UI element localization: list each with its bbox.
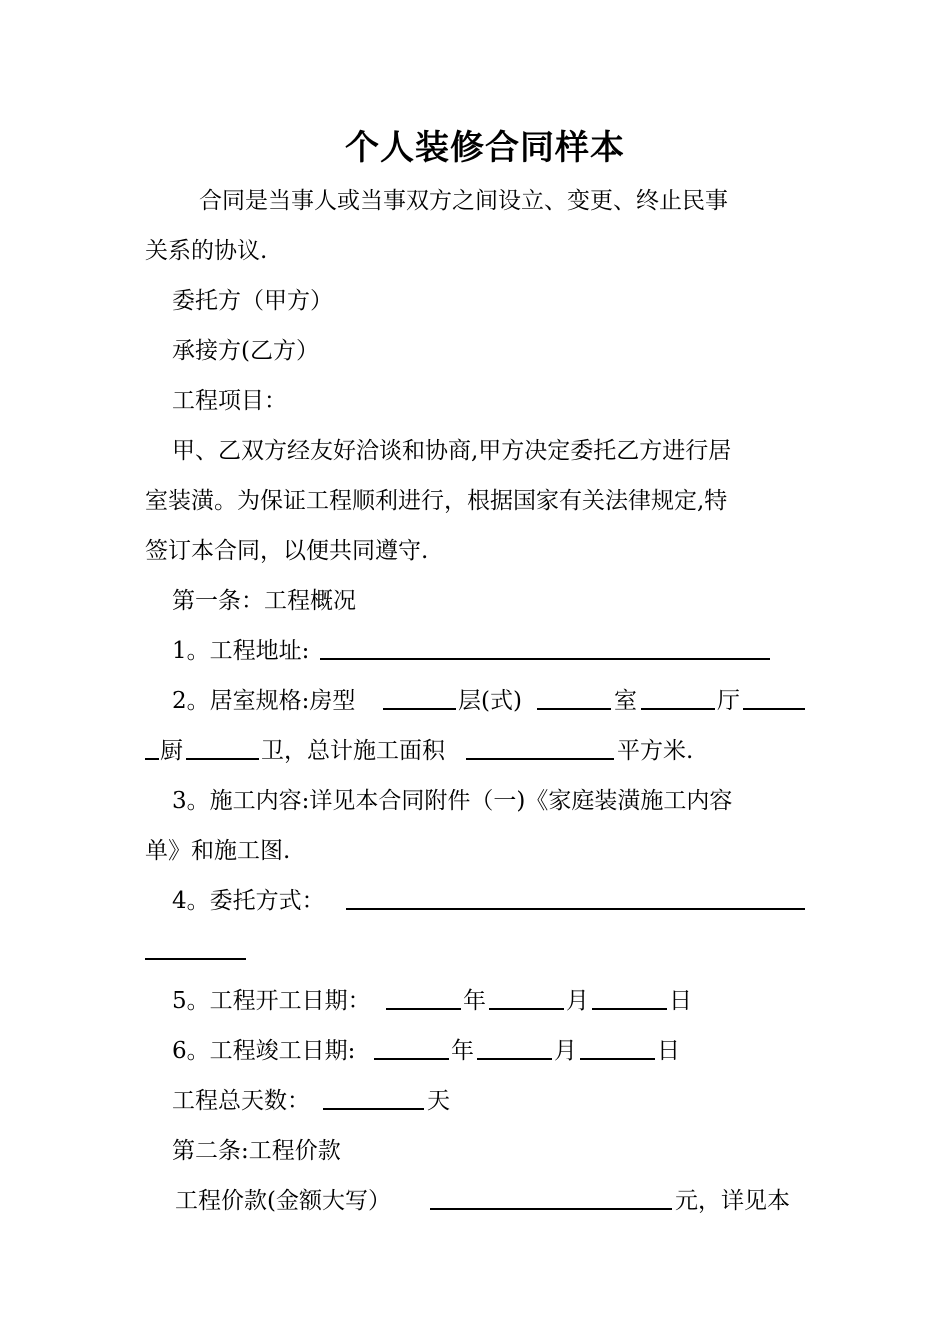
area-blank [466,758,614,760]
party-a-label: 委托方（甲方） [172,288,333,314]
intro-line-2: 关系的协议. [145,238,268,264]
start-day-label: 日 [669,988,692,1014]
hall-blank [743,708,805,710]
project-label: 工程项目： [172,388,287,414]
paragraph-line-2: 室装潢。为保证工程顺利进行，根据国家有关法律规定,特 [145,488,728,514]
item-3-line-2: 单》和施工图. [145,838,291,864]
item-6-end-label: 6。工程竣工日期: [172,1038,356,1064]
method-blank-continued [145,958,246,960]
price-label: 工程价款(金额大写） [175,1188,391,1214]
article-2-heading: 第二条:工程价款 [172,1138,341,1164]
end-year-blank [374,1058,449,1060]
paragraph-line-3: 签订本合同，以便共同遵守. [145,538,429,564]
paragraph-line-1: 甲、乙双方经友好洽谈和协商,甲方决定委托乙方进行居 [172,438,732,464]
item-5-start-label: 5。工程开工日期： [172,988,371,1014]
start-day-blank [592,1008,667,1010]
document-title: 个人装修合同样本 [345,128,625,168]
item-4-method-label: 4。委托方式： [172,888,325,914]
end-day-label: 日 [657,1038,680,1064]
price-blank [430,1208,672,1210]
bath-area-label: 卫，总计施工面积 [261,738,445,764]
room-label: 室 [614,688,637,714]
room-blank [641,708,715,710]
method-blank [346,908,805,910]
hall-label: 厅 [717,688,740,714]
item-1-address-label: 1。工程地址: [172,638,310,664]
total-days-blank [323,1108,424,1110]
total-days-unit: 天 [427,1088,450,1114]
end-month-label: 月 [554,1038,577,1064]
total-days-label: 工程总天数： [172,1088,310,1114]
floor-blank [537,708,611,710]
start-year-blank [386,1008,461,1010]
area-unit: 平方米. [617,738,694,764]
price-suffix: 元，详见本 [675,1188,790,1214]
end-month-blank [477,1058,552,1060]
address-blank [320,658,770,660]
layout-blank [383,708,456,710]
end-year-label: 年 [451,1038,474,1064]
item-3-line-1: 3。施工内容:详见本合同附件（一)《家庭装潢施工内容 [172,788,733,814]
party-b-label: 承接方(乙方） [172,338,319,364]
article-1-heading: 第一条：工程概况 [172,588,356,614]
start-month-blank [489,1008,564,1010]
start-year-label: 年 [463,988,486,1014]
floor-label: 层(式) [458,688,522,714]
intro-line-1: 合同是当事人或当事双方之间设立、变更、终止民事 [199,188,728,214]
kitchen-label: 厨 [160,738,183,764]
kitchen-blank [186,758,259,760]
start-month-label: 月 [566,988,589,1014]
end-day-blank [580,1058,655,1060]
hall-blank-continued [145,758,159,760]
item-2-rooms-label: 2。居室规格:房型 [172,688,356,714]
